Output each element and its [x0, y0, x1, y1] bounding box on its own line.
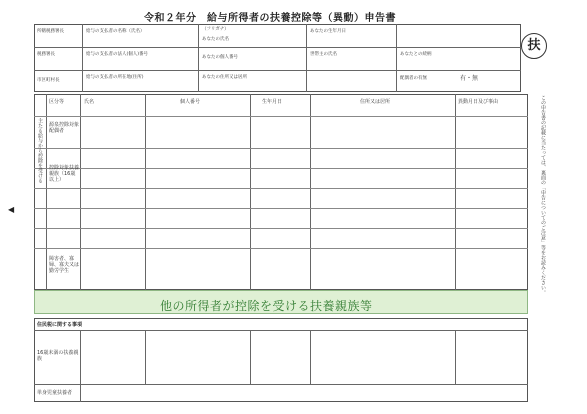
- other-payer-title: 他の所得者が控除を受ける扶養親族等: [160, 299, 373, 313]
- spouse-label: 配偶者の有無: [400, 76, 427, 81]
- spouse-value: 有・無: [460, 75, 479, 82]
- main-section-label: 主たる給与から控除を受ける: [37, 118, 43, 183]
- page-title: 令和２年分 給与所得者の扶養控除等（異動）申告書: [144, 13, 396, 24]
- single-parent-label: 単身児童扶養者: [37, 390, 73, 396]
- form-stamp: 扶: [521, 33, 547, 59]
- left-arrow-icon: ◀: [8, 205, 15, 214]
- your-number-label: あなたの個人番号: [202, 55, 238, 60]
- payer-name-label: 給与の支払者の名称（氏名）: [86, 29, 145, 34]
- header-block: [34, 24, 521, 92]
- birthdate-label: あなたの生年月日: [310, 29, 346, 34]
- col-personal-number: 個人番号: [180, 99, 201, 105]
- source-spouse-label: 源泉控除対象配偶者: [49, 122, 80, 134]
- col-category: 区分等: [49, 99, 65, 105]
- city-label: 市区町村長: [37, 78, 60, 83]
- col-birth: 生年月日: [262, 99, 283, 105]
- payer-address-label: 給与の支払者の所在地(住所): [86, 75, 144, 80]
- col-name: 氏名: [84, 99, 95, 105]
- dependents-label: 控除対象扶養親族（16歳以上）: [49, 165, 80, 183]
- col-change-reason: 異動月日及び事由: [458, 99, 499, 105]
- office-chief-label: 所轄税務署長: [37, 29, 64, 34]
- your-address-label: あなたの住所又は居所: [202, 75, 247, 80]
- resident-tax-label: 住民税に関する事項: [37, 322, 83, 328]
- payer-number-label: 給与の支払者の法人(個人)番号: [86, 52, 149, 57]
- disabled-label: 障害者、寡婦、寡夫又は勤労学生: [49, 256, 80, 274]
- under16-label: 16歳未満の扶養親族: [37, 350, 79, 362]
- right-column-note: この申告書の記載に当たっては、裏面の「申告についてのご注意」等をお読みください。: [540, 95, 546, 295]
- col-address: 住所又は居所: [360, 99, 391, 105]
- tax-office-label: 税務署長: [37, 52, 55, 57]
- main-table: [34, 94, 528, 290]
- furigana-label: （フリガナ）: [202, 27, 229, 32]
- relation-label: あなたとの続柄: [400, 52, 432, 57]
- your-name-label: あなたの氏名: [202, 37, 229, 42]
- householder-label: 世帯主の氏名: [310, 52, 337, 57]
